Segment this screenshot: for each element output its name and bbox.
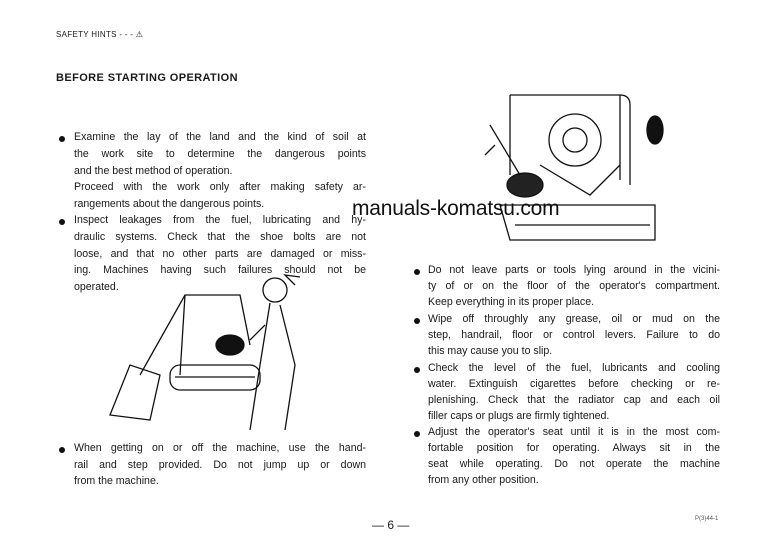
- text-line: loose, and that no other parts are damaged or miss-: [74, 248, 366, 260]
- text-line: the work site to determine the dangerous points: [74, 148, 366, 160]
- text-line: filler caps or plugs are firmly tightened.: [428, 410, 610, 422]
- text-line: water. Extinguish cigarettes before checking or re-: [428, 378, 720, 390]
- illustration-operator-cab: [470, 85, 670, 255]
- bullet: [59, 447, 65, 453]
- bullet: [414, 269, 420, 275]
- text-line: ing. Machines having such failures should not be: [74, 264, 366, 276]
- document-code: P(3)44-1: [695, 516, 719, 522]
- text-line: this may cause you to slip.: [428, 345, 553, 357]
- text-line: seat while operating. Do not operate the machine: [428, 458, 720, 470]
- text-line: Inspect leakages from the fuel, lubricating and hy-: [74, 214, 366, 226]
- text-line: When getting on or off the machine, use the hand-: [74, 442, 366, 454]
- text-line: rail and step provided. Do not jump up or down: [74, 459, 366, 471]
- bullet: [59, 136, 65, 142]
- watermark: manuals-komatsu.com: [352, 197, 560, 220]
- text-line: Examine the lay of the land and the kind of soil at: [74, 131, 366, 143]
- text-line: Keep everything in its proper place.: [428, 296, 595, 308]
- text-line: from the machine.: [74, 475, 159, 487]
- text-line: plenishing. Check that the radiator cap and each oil: [428, 394, 720, 406]
- page-number: — 6 —: [372, 518, 410, 532]
- text-line: step, handrail, floor or control levers. Failure to do: [428, 329, 720, 341]
- bullet: [59, 219, 65, 225]
- text-line: Adjust the operator's seat until it is in the most com-: [428, 426, 720, 438]
- text-line: fortable position for operating. Always sit in the: [428, 442, 720, 454]
- text-line: Do not leave parts or tools lying around in the vicini-: [428, 264, 720, 276]
- text-line: draulic systems. Check that the shoe bolts are not: [74, 231, 366, 243]
- text-line: and the best method of operation.: [74, 165, 233, 177]
- text-line: ty of or on the floor of the operator's compartment.: [428, 280, 720, 292]
- text-line: Check the level of the fuel, lubricants and cooling: [428, 362, 720, 374]
- illustration-bulldozer-operator: [100, 265, 330, 435]
- section-title: BEFORE STARTING OPERATION: [56, 72, 238, 84]
- running-header: SAFETY HINTS - - - ⚠: [56, 30, 144, 39]
- text-line: Wipe off throughly any grease, oil or mud on the: [428, 313, 720, 325]
- text-line: from any other position.: [428, 474, 539, 486]
- text-line: Proceed with the work only after making safety ar-: [74, 181, 366, 193]
- bullet: [414, 367, 420, 373]
- bullet: [414, 431, 420, 437]
- text-line: operated.: [74, 281, 119, 293]
- bullet: [414, 318, 420, 324]
- text-line: rangements about the dangerous points.: [74, 198, 265, 210]
